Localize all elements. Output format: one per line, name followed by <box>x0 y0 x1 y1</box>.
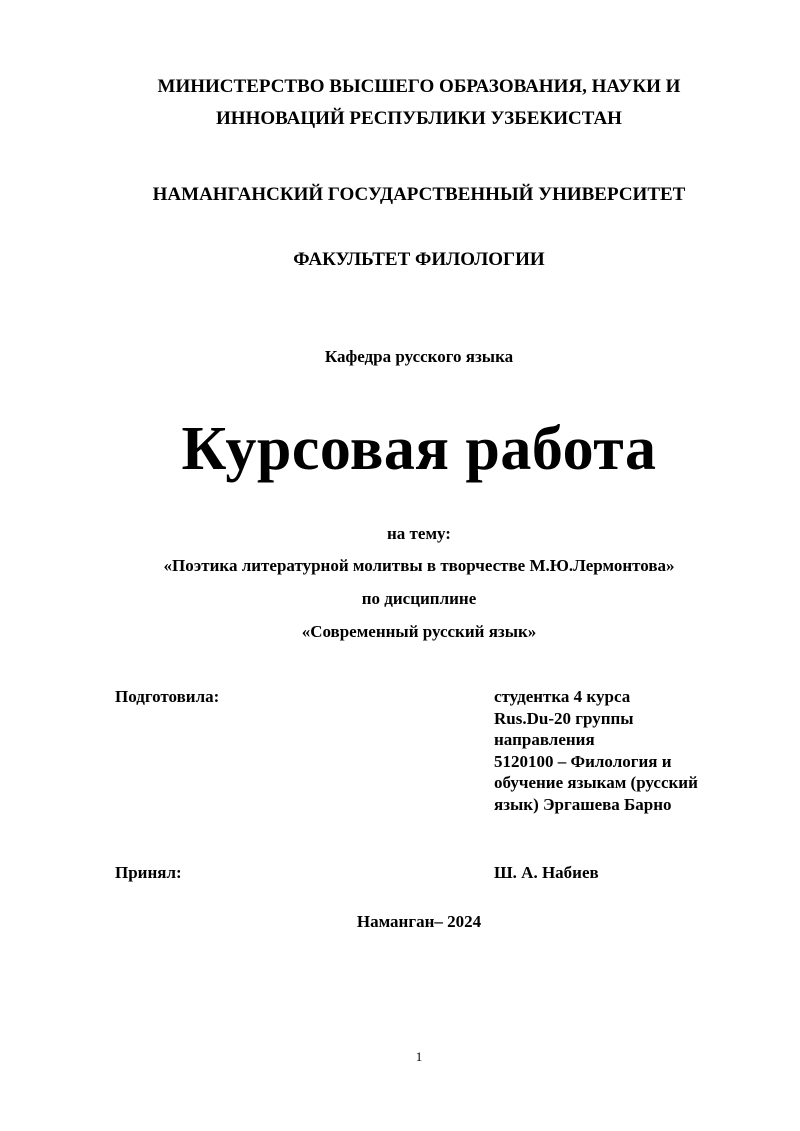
prepared-by-line: студентка 4 курса <box>494 687 631 706</box>
accepted-label: Принял: <box>115 863 182 882</box>
ministry-line-2: ИННОВАЦИЙ РЕСПУБЛИКИ УЗБЕКИСТАН <box>216 108 622 129</box>
prepared-by-block <box>494 686 698 816</box>
prepared-by-line: направления <box>494 730 595 750</box>
ministry-line-1: МИНИСТЕРСТВО ВЫСШЕГО ОБРАЗОВАНИЯ, НАУКИ И <box>157 76 681 97</box>
accepted-by: Ш. А. Набиев <box>494 863 599 882</box>
topic-label: на тему: <box>387 524 451 543</box>
prepared-by-line: Rus.Du-20 группы <box>494 708 634 728</box>
city-year: Наманган– 2024 <box>356 912 482 931</box>
topic-text: «Поэтика литературной молитвы в творчестве М.Ю.Лермонтова» <box>163 556 675 575</box>
document-title: Курсовая работа <box>181 415 657 483</box>
university-name: НАМАНГАНСКИЙ ГОСУДАРСТВЕННЫЙ УНИВЕРСИТЕТ <box>152 184 686 205</box>
department-name: Кафедра русского языка <box>324 347 514 366</box>
prepared-label: Подготовила: <box>115 687 220 706</box>
prepared-by-line: язык) Эргашева Барно <box>494 794 672 814</box>
discipline-text: «Современный русский язык» <box>301 622 537 641</box>
page-number: 1 <box>415 1049 423 1064</box>
prepared-by-line: 5120100 – Филология и <box>494 751 672 771</box>
faculty-name: ФАКУЛЬТЕТ ФИЛОЛОГИИ <box>293 249 545 270</box>
discipline-label: по дисциплине <box>361 589 477 608</box>
prepared-by-line: обучение языкам (русский <box>494 773 698 793</box>
